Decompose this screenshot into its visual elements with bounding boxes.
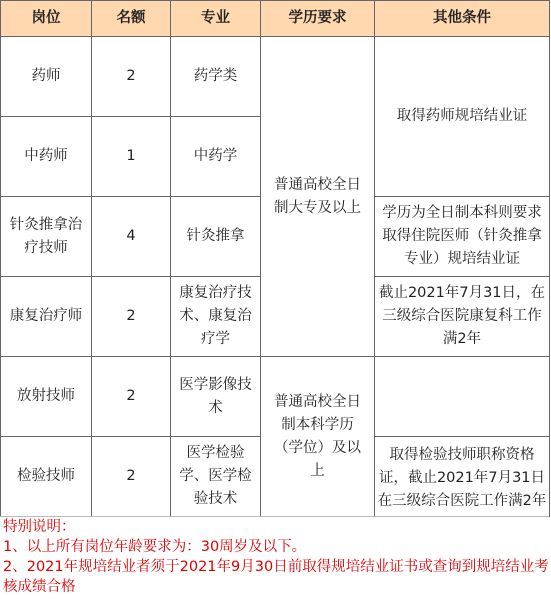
cell-major: 药学类	[171, 37, 261, 117]
cell-major: 医学影像技术	[171, 357, 261, 437]
cell-major: 针灸推拿	[171, 197, 261, 277]
cell-education-college: 普通高校全日制大专及以上	[261, 37, 375, 357]
header-education: 学历要求	[261, 1, 375, 37]
table-header-row	[1, 1, 550, 37]
table-row	[1, 357, 550, 437]
header-position: 岗位	[1, 1, 92, 37]
cell-position: 针灸推拿治疗技师	[1, 197, 92, 277]
cell-count: 2	[92, 357, 171, 437]
cell-condition-acupuncture: 学历为全日制本科则要求取得住院医师（针灸推拿专业）规培结业证	[375, 197, 550, 277]
cell-position: 放射技师	[1, 357, 92, 437]
cell-major: 康复治疗技术、康复治疗学	[171, 277, 261, 357]
cell-education-bachelor: 普通高校全日制本科学历（学位）及以上	[261, 357, 375, 517]
special-notes	[0, 516, 549, 598]
header-major: 专业	[171, 1, 261, 37]
notes-title: 特别说明：	[3, 519, 76, 535]
cell-count: 2	[92, 37, 171, 117]
cell-major: 医学检验学、医学检验技术	[171, 437, 261, 517]
cell-count: 4	[92, 197, 171, 277]
cell-condition-lab	[375, 437, 550, 517]
cell-count: 2	[92, 437, 171, 517]
cell-position: 检验技师	[1, 437, 92, 517]
cell-position: 药师	[1, 37, 92, 117]
header-conditions: 其他条件	[375, 1, 550, 37]
note-item-age: 1、以上所有岗位年龄要求为：30周岁及以下。	[3, 539, 307, 555]
note-item-certificate: 2、2021年规培结业者须于2021年9月30日前取得规培结业证书或查询到规培结业考核成绩合格	[3, 559, 549, 595]
cell-condition-radiology	[375, 357, 550, 437]
table-row	[1, 37, 550, 117]
cell-position: 康复治疗师	[1, 277, 92, 357]
cell-position: 中药师	[1, 117, 92, 197]
cell-condition-lab-text: 取得检验技师职称资格证，截止2021年7月31日在三级综合医院工作满2年	[377, 447, 547, 509]
header-count: 名额	[92, 1, 171, 37]
cell-count: 1	[92, 117, 171, 197]
cell-condition-rehab: 截止2021年7月31日，在三级综合医院康复科工作满2年	[375, 277, 550, 357]
cell-major: 中药学	[171, 117, 261, 197]
cell-condition-pharmacist: 取得药师规培结业证	[375, 37, 550, 197]
cell-count: 2	[92, 277, 171, 357]
